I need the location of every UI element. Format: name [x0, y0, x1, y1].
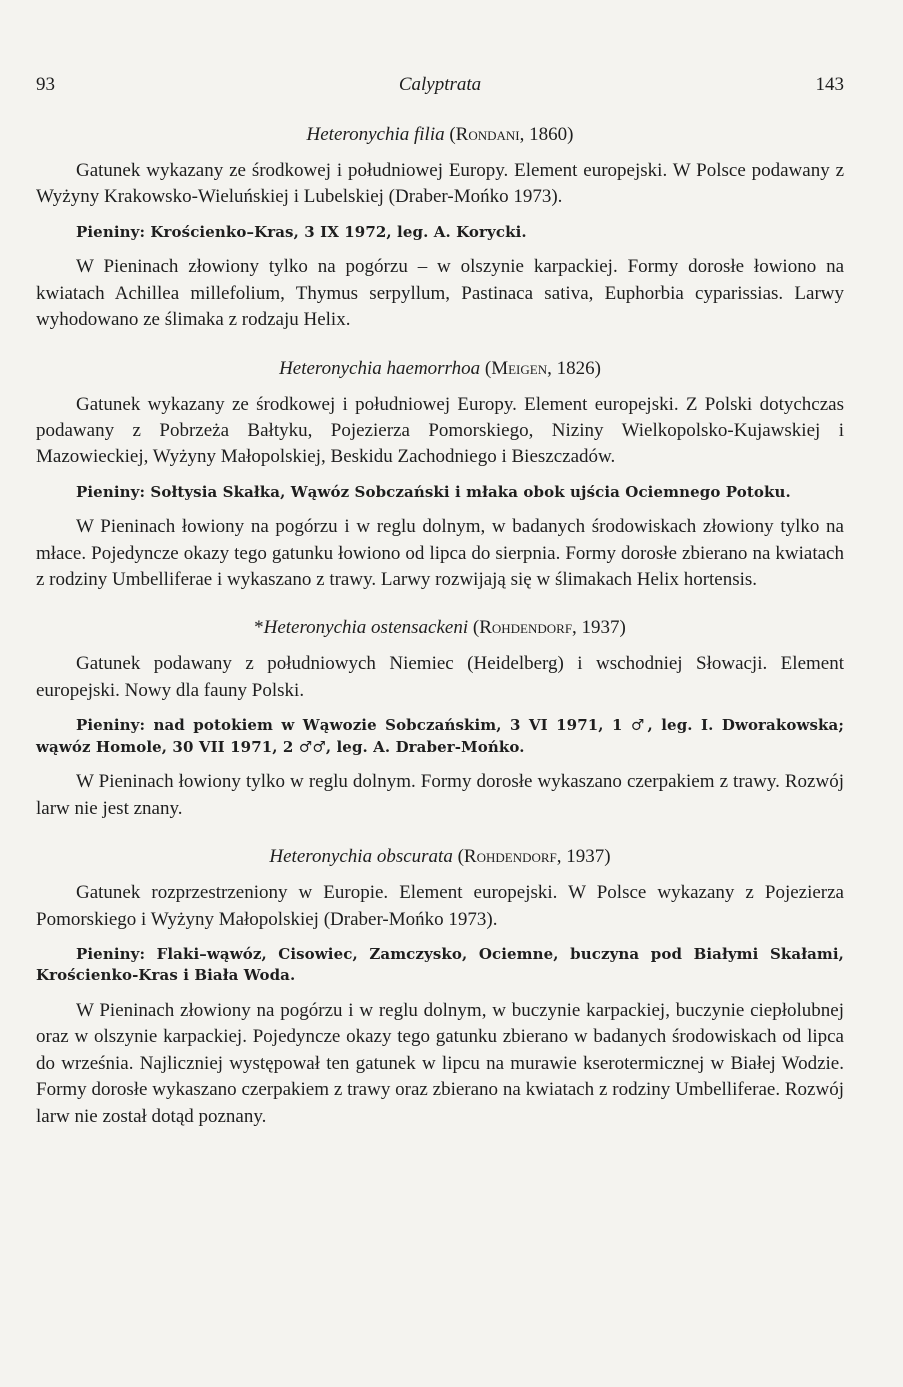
new-record-marker: * [254, 617, 264, 639]
species-name: Heteronychia filia [306, 124, 445, 145]
species-authority: (Rohdendorf, 1937) [457, 846, 611, 868]
species-entry [36, 844, 844, 1130]
locality-record: Pieniny: Flaki–wąwóz, Cisowiec, Zamczysko, Ociemne, buczyna pod Białymi Skałami, Krościenko-Kras i Biała Woda. [36, 944, 844, 985]
ecology-text: W Pieninach łowiony na pogórzu i w reglu dolnym, w badanych środowiskach złowiony tylko na młace. Pojedyncze okazy tego gatunku łowiono od lipca do sierpnia. Formy dorosłe zbierano na kwiatach z rodziny Umbelliferae i wykaszano z trawy. Larwy rozwijają się w ślimakach Helix hortensis. [36, 516, 844, 591]
species-name: Heteronychia haemorrhoa [279, 357, 481, 379]
species-heading [36, 356, 844, 382]
page-number-right: 143 [815, 74, 844, 95]
distribution-text: Gatunek wykazany ze środkowej i południowej Europy. Element europejski. W Polsce podawany z Wyżyny Krakowsko-Wieluńskiej i Lubelskiej (Draber-Mońko 1973). [36, 160, 844, 208]
content [36, 122, 844, 1130]
species-heading [36, 615, 844, 641]
locality-record: Pieniny: nad potokiem w Wąwozie Sobczańskim, 3 VI 1971, 1 ♂, leg. I. Dworakowska; wąwóz Homole, 30 VII 1971, 2 ♂♂, leg. A. Draber-Mońko. [36, 716, 844, 756]
species-authority: (Rohdendorf, 1937) [472, 617, 626, 639]
locality-record: Pieniny: Krościenko–Kras, 3 IX 1972, leg. A. Korycki. [76, 222, 527, 241]
species-heading [36, 844, 844, 870]
species-entry [36, 122, 844, 334]
locality-record: Pieniny: Sołtysia Skałka, Wąwóz Sobczański i młaka obok ujścia Ociemnego Potoku. [76, 482, 791, 501]
distribution-text: Gatunek podawany z południowych Niemiec (Heidelberg) i wschodniej Słowacji. Element europejski. Nowy dla fauny Polski. [36, 653, 844, 701]
ecology-text: W Pieninach łowiony tylko w reglu dolnym. Formy dorosłe wykaszano czerpakiem z trawy. Rozwój larw nie jest znany. [36, 771, 844, 819]
species-heading [36, 122, 844, 148]
species-entry [36, 615, 844, 822]
distribution-text: Gatunek rozprzestrzeniony w Europie. Element europejski. W Polsce wykazany z Pojezierza Pomorskiego i Wyżyny Małopolskiej (Draber-Mońko 1973). [36, 882, 844, 930]
species-name: Heteronychia obscurata [269, 846, 453, 868]
species-authority: (Meigen, 1826) [484, 357, 601, 379]
distribution-text: Gatunek wykazany ze środkowej i południowej Europy. Element europejski. Z Polski dotychczas podawany z Pobrzeża Bałtyku, Pojezierza Pomorskiego, Niziny Wielkopolsko-Kujawskiej i Mazowieckiej, Wyżyny Małopolskiej, Beskidu Zachodniego i Bieszczadów. [36, 393, 844, 468]
page-number-left: 93 [36, 74, 55, 95]
species-name: Heteronychia ostensackeni [263, 617, 469, 639]
species-entry [36, 356, 844, 594]
running-header [36, 74, 844, 98]
ecology-text: W Pieninach złowiony tylko na pogórzu – w olszynie karpackiej. Formy dorosłe łowiono na kwiatach Achillea millefolium, Thymus serpyllum, Pastinaca sativa, Euphorbia cyparissias. Larwy wyhodowano ze ślimaka z rodzaju Helix. [36, 256, 844, 331]
species-authority: (Rondani, 1860) [449, 124, 574, 145]
section-title: Calyptrata [398, 74, 482, 95]
ecology-text: W Pieninach złowiony na pogórzu i w reglu dolnym, w buczynie karpackiej, buczynie ciepłolubnej oraz w olszynie karpackiej. Pojedyncze okazy tego gatunku zbierano w badanych środowiskach od lipca do września. Najliczniej występował ten gatunek w lipcu na murawie kserotermicznej w Białej Wodzie. Formy dorosłe wykaszano czerpakiem z trawy oraz zbierano na kwiatach z rodziny Umbelliferae. Rozwój larw nie został dotąd poznany. [36, 999, 844, 1127]
